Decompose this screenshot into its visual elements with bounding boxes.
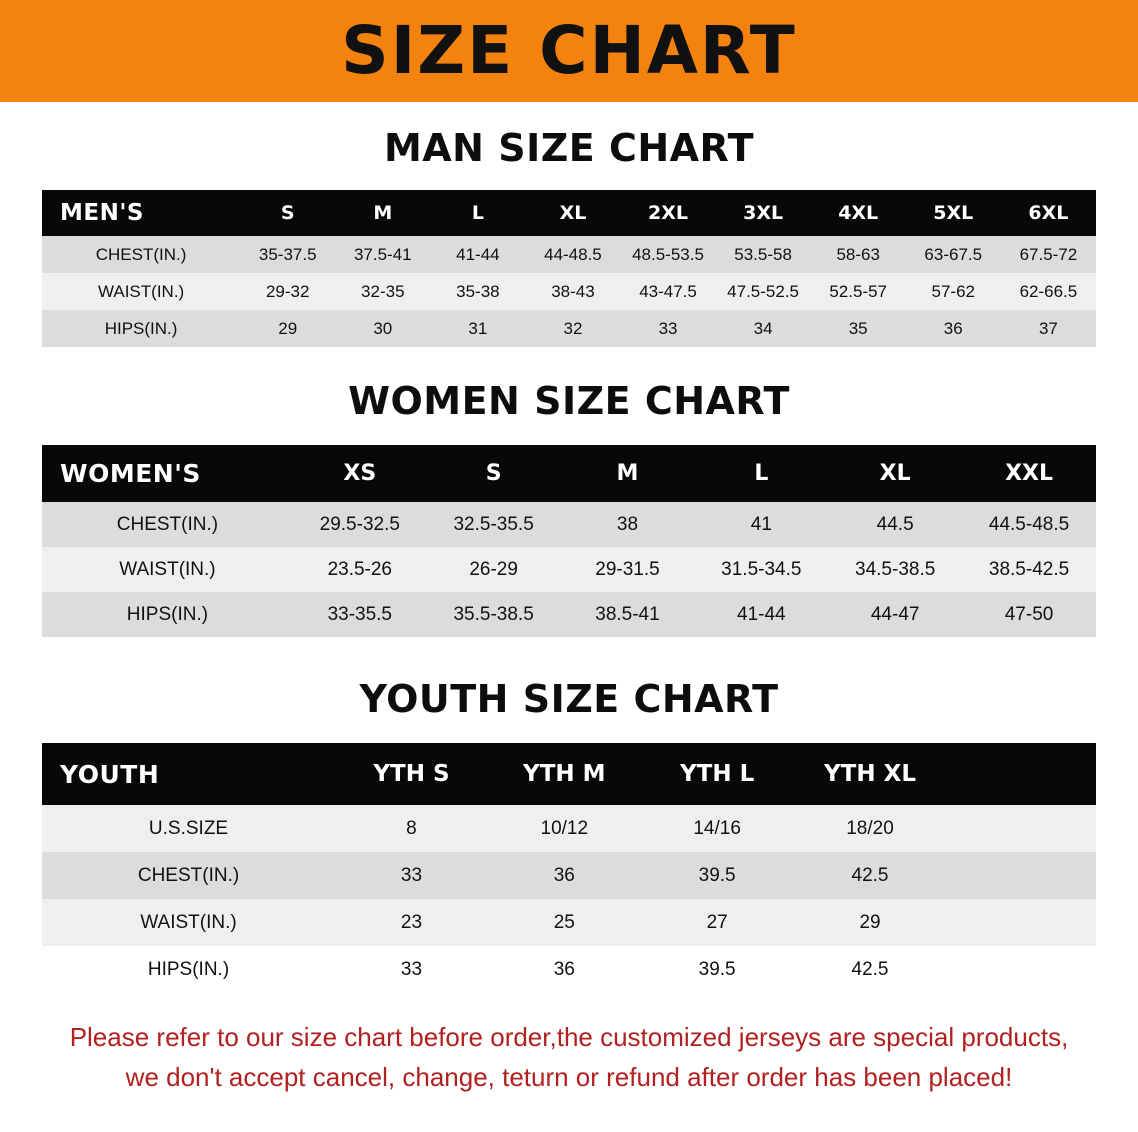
youth-size-table <box>42 743 1096 993</box>
man-cell: 35-38 <box>456 281 500 301</box>
man-cell: 29-32 <box>265 281 310 301</box>
youth-cell: 18/20 <box>846 817 894 839</box>
women-cell: 44.5-48.5 <box>988 513 1070 535</box>
women-row-label: WAIST(IN.) <box>119 558 216 580</box>
man-col-header: 2XL <box>648 202 689 224</box>
table-row <box>42 852 1096 899</box>
youth-cell: 42.5 <box>851 864 889 886</box>
youth-table-body <box>42 805 1096 993</box>
youth-cell-spacer <box>946 852 1096 899</box>
women-table-body <box>42 502 1096 637</box>
youth-cell: 42.5 <box>851 958 889 980</box>
man-row-label: HIPS(IN.) <box>104 318 178 338</box>
man-col-header: 3XL <box>743 202 784 224</box>
man-cell: 33 <box>658 318 678 338</box>
man-col-header: S <box>280 202 295 224</box>
women-col-header: S <box>485 461 502 486</box>
youth-row-label: HIPS(IN.) <box>147 958 230 980</box>
women-col-header: XXL <box>1005 461 1054 486</box>
youth-section-title: YOUTH SIZE CHART <box>359 677 779 721</box>
women-cell: 41-44 <box>737 603 786 625</box>
women-section-title: WOMEN SIZE CHART <box>348 379 790 423</box>
women-cell: 32.5-35.5 <box>453 513 534 535</box>
man-cell: 53.5-58 <box>734 244 792 264</box>
man-cell: 47.5-52.5 <box>727 281 800 301</box>
man-cell: 35 <box>848 318 868 338</box>
table-header-row <box>42 743 1096 805</box>
man-cell: 34 <box>753 318 773 338</box>
man-cell: 36 <box>943 318 963 338</box>
man-cell: 48.5-53.5 <box>632 244 704 264</box>
table-row <box>42 236 1096 273</box>
page-title: SIZE CHART <box>341 12 797 89</box>
youth-cell-spacer <box>946 946 1096 993</box>
man-col-header: 4XL <box>838 202 879 224</box>
youth-cell: 33 <box>400 958 423 980</box>
order-notice <box>42 1017 1096 1098</box>
youth-cell: 29 <box>859 911 881 933</box>
table-row <box>42 502 1096 547</box>
youth-cell: 39.5 <box>698 864 736 886</box>
table-row <box>42 310 1096 347</box>
women-col-header: L <box>754 461 769 486</box>
man-cell: 52.5-57 <box>829 281 888 301</box>
man-row-label: CHEST(IN.) <box>95 244 187 264</box>
table-row <box>42 805 1096 852</box>
man-header-label: MEN'S <box>60 200 144 226</box>
table-header-row <box>42 445 1096 502</box>
women-cell: 31.5-34.5 <box>721 558 802 580</box>
man-cell: 37 <box>1038 318 1058 338</box>
man-cell: 38-43 <box>551 281 595 301</box>
women-cell: 44.5 <box>876 513 914 535</box>
man-size-table <box>42 190 1096 347</box>
women-cell: 41 <box>750 513 772 535</box>
man-cell: 32 <box>563 318 583 338</box>
man-cell: 35-37.5 <box>258 244 317 264</box>
man-row-label: WAIST(IN.) <box>97 281 185 301</box>
man-cell: 58-63 <box>836 244 880 264</box>
man-cell: 31 <box>468 318 488 338</box>
women-col-header: XS <box>343 461 377 486</box>
women-cell: 38 <box>616 513 639 535</box>
youth-cell: 36 <box>553 958 575 980</box>
man-cell: 63-67.5 <box>924 244 983 264</box>
man-table-wrap <box>42 190 1096 347</box>
man-col-header: 6XL <box>1028 202 1069 224</box>
man-table-body <box>42 236 1096 347</box>
women-cell: 29.5-32.5 <box>319 513 400 535</box>
women-row-label: HIPS(IN.) <box>126 603 209 625</box>
man-cell: 29 <box>278 318 298 338</box>
women-row-label: CHEST(IN.) <box>116 513 219 535</box>
man-table-head <box>42 190 1096 236</box>
table-row <box>42 547 1096 592</box>
man-cell: 41-44 <box>456 244 500 264</box>
women-cell: 23.5-26 <box>327 558 393 580</box>
youth-cell: 36 <box>553 864 575 886</box>
youth-header-label: YOUTH <box>60 759 160 789</box>
women-cell: 29-31.5 <box>595 558 660 580</box>
youth-cell-spacer <box>946 805 1096 852</box>
man-col-header: M <box>373 202 393 224</box>
youth-col-header: YTH S <box>373 761 450 787</box>
women-col-header: M <box>616 461 639 486</box>
table-row <box>42 946 1096 993</box>
man-col-header: 5XL <box>933 202 974 224</box>
table-row <box>42 899 1096 946</box>
women-table-wrap <box>42 445 1096 637</box>
youth-table-wrap <box>42 743 1096 993</box>
youth-col-header: YTH L <box>680 761 755 787</box>
women-table-head <box>42 445 1096 502</box>
man-cell: 43-47.5 <box>639 281 697 301</box>
youth-cell: 39.5 <box>698 958 736 980</box>
youth-cell: 8 <box>406 817 417 839</box>
youth-cell: 33 <box>400 864 423 886</box>
youth-cell: 27 <box>706 911 728 933</box>
man-section-title: MAN SIZE CHART <box>383 126 755 170</box>
women-size-table <box>42 445 1096 637</box>
women-cell: 26-29 <box>469 558 518 580</box>
women-col-header: XL <box>879 461 911 486</box>
women-cell: 38.5-41 <box>595 603 660 625</box>
notice-line-2: we don't accept cancel, change, teturn or refund after order has been placed! <box>125 1062 1013 1093</box>
women-header-label: WOMEN'S <box>60 459 201 488</box>
notice-line-1: Please refer to our size chart before order,the customized jerseys are special products, <box>69 1022 1069 1052</box>
women-cell: 38.5-42.5 <box>988 558 1070 580</box>
youth-cell-spacer <box>946 899 1096 946</box>
youth-cell: 25 <box>553 911 575 933</box>
man-cell: 57-62 <box>931 281 975 301</box>
man-cell: 30 <box>373 318 393 338</box>
youth-row-label: U.S.SIZE <box>148 817 229 839</box>
table-header-row <box>42 190 1096 236</box>
women-cell: 33-35.5 <box>327 603 393 625</box>
man-cell: 44-48.5 <box>544 244 602 264</box>
man-col-header: L <box>471 202 484 224</box>
women-cell: 44-47 <box>870 603 920 625</box>
table-row <box>42 273 1096 310</box>
man-cell: 62-66.5 <box>1019 281 1078 301</box>
youth-row-label: CHEST(IN.) <box>137 864 240 886</box>
youth-col-spacer <box>946 743 1096 805</box>
youth-cell: 10/12 <box>540 817 589 839</box>
man-col-header: XL <box>559 202 587 224</box>
man-cell: 67.5-72 <box>1019 244 1078 264</box>
youth-cell: 14/16 <box>693 817 741 839</box>
man-cell: 37.5-41 <box>353 244 412 264</box>
table-row <box>42 592 1096 637</box>
man-cell: 32-35 <box>361 281 405 301</box>
youth-col-header: YTH M <box>523 761 606 787</box>
youth-table-head <box>42 743 1096 805</box>
youth-col-header: YTH XL <box>824 761 916 787</box>
youth-row-label: WAIST(IN.) <box>140 911 237 933</box>
page-banner <box>0 0 1138 102</box>
youth-cell: 23 <box>400 911 423 933</box>
women-cell: 34.5-38.5 <box>855 558 936 580</box>
women-cell: 47-50 <box>1004 603 1054 625</box>
women-cell: 35.5-38.5 <box>453 603 534 625</box>
